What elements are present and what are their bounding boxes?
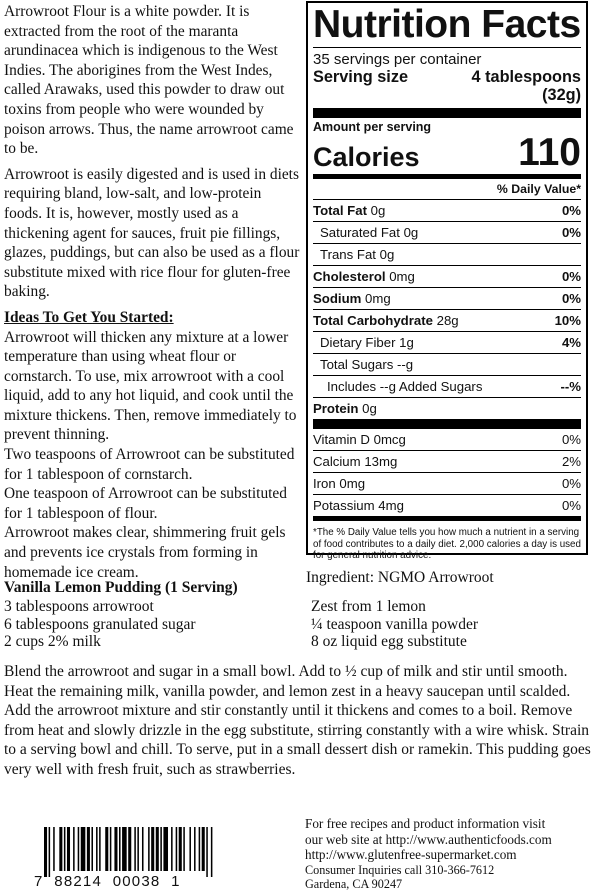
- nutrient-pct: --%: [560, 379, 581, 394]
- ingredient-label: Ingredient: NGMO Arrowroot: [306, 569, 494, 586]
- vitamin-amount: 4mg: [378, 498, 404, 513]
- vitamin-pct: 0%: [561, 498, 581, 513]
- ideas-item: Arrowroot will thicken any mixture at a lower temperature than using wheat flour or cornstarch. To use, mix arrowroot with a cool liquid, add to any hot liquid, and cook until the mixture thickens. Then, remove immediately to prevent thinning.: [4, 328, 297, 444]
- nutrient-row-sodium: [313, 287, 581, 309]
- divider: [313, 47, 581, 48]
- barcode-bar: [206, 827, 208, 877]
- barcode-bar: [105, 827, 108, 871]
- barcode-bar: [73, 827, 75, 871]
- barcode-bar: [137, 827, 139, 871]
- ideas-item: Arrowroot makes clear, shimmering fruit gels and prevents ice crystals from forming in homemade ice cream.: [4, 524, 286, 581]
- nutrient-label: Total Carbohydrate: [313, 313, 433, 328]
- barcode: [44, 827, 217, 877]
- nutrient-pct: 0%: [561, 291, 581, 306]
- nutrient-amount: 0mg: [389, 269, 415, 284]
- ingredient-item: ¼ teaspoon vanilla powder: [311, 615, 479, 633]
- vitamin-pct: 0%: [561, 476, 581, 491]
- servings-per-container: 35 servings per container: [313, 51, 482, 68]
- contact-line: our web site at http://www.authenticfoods.com: [305, 831, 552, 847]
- nutrition-facts-panel: [306, 1, 588, 562]
- recipe-ingredients-right: [311, 598, 478, 651]
- intro-paragraph-1: Arrowroot Flour is a white powder. It is extracted from the root of the maranta arundinacea which is indigenous to the West Indies. The aborigines from the West Indes, called Arawaks, used this powder to draw out toxins from people who were wounded by poison arrows. Thus, the name arrowroot came to be.: [4, 3, 294, 158]
- barcode-bar: [179, 827, 182, 871]
- recipe-ingredients-left: [4, 598, 196, 651]
- nutrient-row-protein: [313, 397, 581, 419]
- nutrient-amount: --g: [396, 357, 414, 372]
- vitamin-amount: 0mcg: [373, 432, 406, 447]
- contact-line: http://www.glutenfree-supermarket.com: [305, 847, 517, 863]
- barcode-bar: [91, 827, 93, 871]
- nutrient-amount: 1g: [399, 335, 414, 350]
- nutrient-pct: 4%: [561, 335, 581, 350]
- nutrient-row-saturated-fat: [313, 221, 581, 243]
- nutrient-row-added-sugars: [313, 375, 581, 397]
- vitamin-row-vitamin-d: [313, 429, 581, 450]
- barcode-bar: [202, 827, 205, 871]
- nutrient-row-trans-fat: [313, 243, 581, 265]
- barcode-bar: [163, 827, 168, 871]
- barcode-bar: [160, 827, 162, 871]
- thick-divider: [313, 419, 581, 429]
- barcode-bar: [176, 827, 178, 871]
- nutrient-label: Sodium: [313, 291, 362, 306]
- barcode-bar: [114, 827, 117, 871]
- ingredient-item: 6 tablespoons granulated sugar: [4, 615, 196, 633]
- vitamin-amount: 0mg: [339, 476, 366, 491]
- barcode-bar: [99, 827, 101, 871]
- nutrient-amount: 0g: [370, 203, 386, 218]
- contact-info: [305, 816, 552, 892]
- nutrient-amount: 0g: [362, 401, 377, 416]
- nutrient-amount: 0g: [379, 247, 395, 262]
- nutrient-row-dietary-fiber: [313, 331, 581, 353]
- barcode-bar: [211, 827, 213, 877]
- calories-label: Calories: [313, 142, 420, 172]
- nutrient-label: Total Fat: [313, 203, 367, 218]
- barcode-bar: [194, 827, 196, 871]
- serving-size-label: Serving size: [313, 68, 409, 86]
- nutrient-row-total-sugars: [313, 353, 581, 375]
- barcode-bar: [87, 827, 90, 871]
- nutrient-pct: 10%: [554, 313, 581, 328]
- barcode-bar: [142, 827, 144, 871]
- nutrient-amount: 0g: [403, 225, 419, 240]
- vitamin-pct: 0%: [561, 432, 581, 447]
- thick-divider: [313, 108, 581, 118]
- contact-line: For free recipes and product information visit: [305, 816, 546, 831]
- nutrient-label: Saturated Fat: [320, 225, 400, 240]
- amount-per-serving: Amount per serving: [313, 120, 432, 134]
- nutrient-amount: 0mg: [365, 291, 391, 306]
- nutrient-pct: 0%: [561, 269, 581, 284]
- daily-value-footnote: *The % Daily Value tells you how much a nutrient in a serving of food contributes to a daily diet. 2,000 calories a day is used for general nutrition advice.: [313, 516, 581, 562]
- daily-value-header: % Daily Value*: [496, 182, 581, 196]
- nutrient-row-total-carbohydrate: [313, 309, 581, 331]
- vitamin-label: Iron: [313, 476, 336, 491]
- barcode-bar: [148, 827, 150, 871]
- barcode-bar: [171, 827, 173, 871]
- barcode-bar: [189, 827, 191, 871]
- nutrient-label: Dietary Fiber: [320, 335, 396, 350]
- nutrient-label: Total Sugars: [320, 357, 394, 372]
- nutrient-label: Cholesterol: [313, 269, 386, 284]
- nutrient-row-total-fat: [313, 199, 581, 221]
- nutrient-label: Trans Fat: [320, 247, 376, 262]
- nutrient-row-cholesterol: [313, 265, 581, 287]
- vitamin-label: Calcium: [313, 454, 361, 469]
- barcode-bar: [122, 827, 127, 871]
- barcode-bar: [44, 827, 47, 877]
- vitamin-amount: 13mg: [364, 454, 398, 469]
- intro-paragraph-2: Arrowroot is easily digested and is used in diets requiring bland, low-salt, and low-protein foods. It is, however, mostly used as a thickening agent for sauces, fruit pie fillings, glazes, puddings, but can also be used as a flour substitute mixed with rice flour for gluten-free baking.: [4, 165, 300, 301]
- barcode-bar: [67, 827, 70, 871]
- barcode-bar: [128, 827, 131, 871]
- recipe-title: Vanilla Lemon Pudding (1 Serving): [4, 579, 238, 596]
- nutrient-label: Protein: [313, 401, 359, 416]
- nutrient-pct: 0%: [561, 225, 581, 240]
- contact-line: Consumer Inquiries call 310-366-7612: [305, 862, 495, 877]
- nutrient-amount: 28g: [436, 313, 459, 328]
- ingredient-item: 2 cups 2% milk: [4, 633, 101, 650]
- vitamin-row-calcium: [313, 450, 581, 472]
- nutrition-title: Nutrition Facts: [313, 3, 581, 46]
- vitamin-pct: 2%: [561, 454, 581, 469]
- vitamin-row-iron: [313, 472, 581, 494]
- vitamin-label: Vitamin D: [313, 432, 370, 447]
- ingredient-item: 3 tablespoons arrowroot: [4, 598, 154, 615]
- contact-line: Gardena, CA 90247: [305, 877, 403, 892]
- ideas-heading: Ideas To Get You Started:: [4, 308, 174, 326]
- ingredient-item: Zest from 1 lemon: [311, 598, 426, 615]
- barcode-bar: [49, 827, 51, 877]
- barcode-bar: [119, 827, 121, 871]
- barcode-digits: 7 88214 00038 1: [34, 873, 181, 890]
- barcode-bar: [199, 827, 201, 871]
- barcode-bar: [156, 827, 159, 871]
- barcode-bar: [96, 827, 98, 871]
- barcode-bar: [53, 827, 55, 871]
- ingredient-item: 8 oz liquid egg substitute: [311, 633, 467, 650]
- barcode-bar: [64, 827, 66, 871]
- calories-value: 110: [518, 131, 581, 174]
- barcode-bar: [59, 827, 62, 871]
- nutrient-label: Includes --g Added Sugars: [327, 379, 483, 394]
- nutrient-pct: 0%: [561, 203, 581, 218]
- recipe-directions: Blend the arrowroot and sugar in a small bowl. Add to ½ cup of milk and stir until smooth. Heat the remaining milk, vanilla powder, and lemon zest in a heavy saucepan until scalded. Add the arrowroot mixture and stir constantly until it thickens and comes to a boil. Remove from heat and slowly drizzle in the egg substitute, stirring constantly with a wire whisk. Strain to a serving bowl and chill. To serve, put in a small dessert dish or ramekin. This pudding goes very well with fresh fruit, such as strawberries.: [4, 663, 591, 778]
- serving-size-value: 4 tablespoons: [471, 68, 581, 86]
- barcode-bar: [110, 827, 112, 871]
- barcode-bar: [78, 827, 80, 871]
- serving-size-row: [313, 68, 581, 86]
- ideas-item: One teaspoon of Arrowroot can be substituted for 1 tablespoon of flour.: [4, 485, 287, 522]
- barcode-bar: [151, 827, 154, 871]
- vitamin-label: Potassium: [313, 498, 375, 513]
- serving-size-grams: (32g): [542, 86, 581, 104]
- calories-row: [313, 131, 581, 174]
- barcode-bar: [81, 827, 86, 871]
- barcode-bar: [134, 827, 136, 871]
- ideas-item: Two teaspoons of Arrowroot can be substituted for 1 tablespoon of cornstarch.: [4, 446, 295, 483]
- barcode-bar: [183, 827, 185, 871]
- vitamin-row-potassium: [313, 494, 581, 516]
- intro-text: [4, 2, 300, 582]
